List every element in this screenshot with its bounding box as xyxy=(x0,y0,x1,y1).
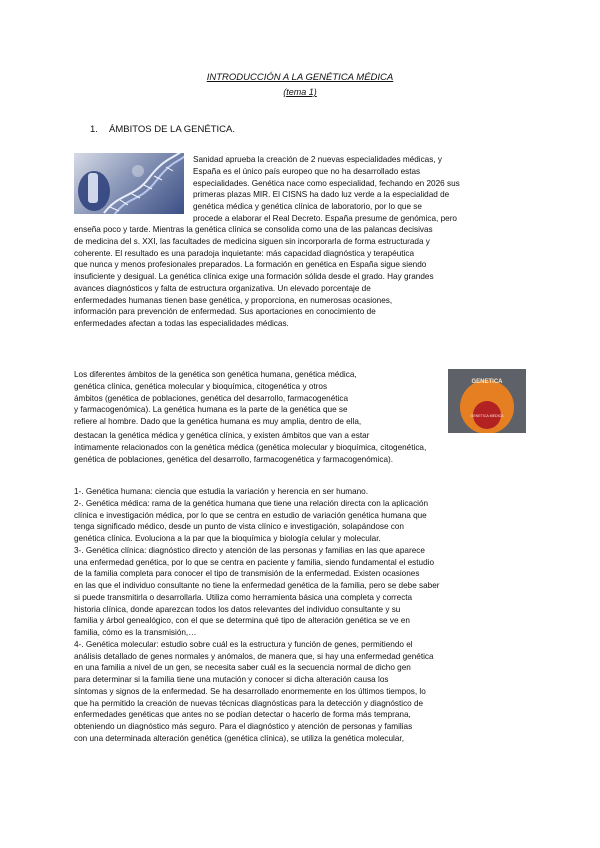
text-line: de medicina del s. XXI, las facultades de medicina siguen sin incorporarla de forma estructurada y xyxy=(74,236,430,246)
list-item-line: genética clínica. Evoluciona a la par que la bioquímica y biología celular y molecular. xyxy=(74,534,381,543)
text-line: especialidades. Genética nace como especialidad, fechando en 2026 sus xyxy=(193,178,460,188)
text-line: ámbitos (genética de poblaciones, genética del desarrollo, farmacogenética xyxy=(74,393,348,403)
text-line: que nunca y menos profesionales preparados. La formación en genética en España sigue siendo xyxy=(74,260,427,270)
list-item-line: análisis detallado de genes normales y anómalos, de manera que, si hay una enfermedad genética xyxy=(74,651,434,661)
document-subtitle: (tema 1) xyxy=(283,87,317,97)
list-item-line: en una familia a nivel de un gen, se necesita saber cuál es la secuencia normal de dicho gen xyxy=(74,663,411,673)
figure-label-bottom: GENETICA MEDICA xyxy=(470,414,504,418)
list-item-line: 4-. Genética molecular: estudio sobre cuál es la estructura y función de genes, permitiendo el xyxy=(74,639,413,649)
lab-dna-photo xyxy=(74,153,184,214)
dna-helix-icon xyxy=(74,153,184,214)
list-item-line: clínica e investigación médica, por lo que se centra en estudio de variación genética humana que xyxy=(74,510,427,520)
scopes-list xyxy=(74,486,526,745)
list-item-line: 1-. Genética humana: ciencia que estudia la variación y herencia en ser humano. xyxy=(74,487,369,496)
nested-circles-diagram xyxy=(448,369,526,433)
list-item-line: familia y árbol genealógico, con el que se determina qué tipo de alteración genética se ve en xyxy=(74,616,410,626)
list-item-line: historia clínica, donde aparezcan todos los datos relevantes del individuo consultante y su xyxy=(74,604,401,614)
list-item-line: con una determinada alteración genética (genética clínica), se utiliza la genética molecular, xyxy=(74,733,404,743)
list-item-line: síntomas y signos de la enfermedad. Se ha desarrollado enormemente en los últimos tiempos, lo xyxy=(74,686,426,696)
list-item-line: que ha permitido la creación de nuevas técnicas diagnósticas para la detección y diagnóstico de xyxy=(74,698,424,708)
text-line: refiere al hombre. Dado que la genética humana es muy amplia, dentro de ella, xyxy=(74,417,362,426)
text-line: genética médica y genética clínica de laboratorio, por lo que se xyxy=(193,202,422,211)
text-line: primeras plazas MIR. El CISNS ha dado luz verde a la especialidad de xyxy=(193,190,450,200)
list-item-line: familia, cómo es la transmisión,… xyxy=(74,628,197,637)
list-item-line: en las que el individuo consultante no tiene la enfermedad genética de la familia, pero se debe saber xyxy=(74,581,440,590)
list-item-line: 3-. Genética clínica: diagnóstico directo y atención de las personas y familias en las que aparece xyxy=(74,545,425,555)
text-line: enfermedades humanas tienen base genética, y proporciona, en numerosas ocasiones, xyxy=(74,295,393,305)
text-line: procede a elaborar el Real Decreto. España presume de genómica, pero xyxy=(193,213,457,223)
section-number: 1. xyxy=(90,124,98,135)
list-item-line: enfermedades genéticas que antes no se podían detectar o hacerlo de forma más temprana, xyxy=(74,710,411,720)
document-title: INTRODUCCIÓN A LA GENÉTICA MÉDICA xyxy=(206,72,394,83)
text-line: España es el único país europeo que no ha desarrollado estas xyxy=(193,166,421,176)
list-item-line: para determinar si la familia tiene una mutación y conocer si dicha alteración causa los xyxy=(74,675,389,684)
figure-label-top: GENETICA xyxy=(471,379,503,385)
list-item-line: una enfermedad genética, por lo que se centra en paciente y familia, siendo fundamental el estudio xyxy=(74,557,435,567)
text-line: coherente. El resultado es una paradoja inquietante: más capacidad diagnóstica y terapéutica xyxy=(74,248,415,258)
text-line: Sanidad aprueba la creación de 2 nuevas especialidades médicas, y xyxy=(193,155,442,164)
list-item-line: si puede transmitirla o desarrollarla. Utiliza como herramienta básica una completa y correcta xyxy=(74,592,413,602)
section-title: ÁMBITOS DE LA GENÉTICA. xyxy=(109,124,235,135)
scopes-paragraph-full xyxy=(74,430,526,465)
text-line: avances diagnósticos y falta de estructura organizativa. Un elevado porcentaje de xyxy=(74,283,371,293)
intro-paragraph-wrapped xyxy=(193,154,526,225)
list-item-line: tenga significado médico, desde un punto de vista clínico e investigación, solapándose con xyxy=(74,522,404,532)
scopes-paragraph-wrapped xyxy=(74,369,440,428)
text-line: Los diferentes ámbitos de la genética son genética humana, genética médica, xyxy=(74,370,357,379)
list-item-line: obteniendo un diagnóstico más seguro. Para el diagnóstico y atención de personas y familias xyxy=(74,722,413,731)
list-item-line: de la familia completa para conocer el tipo de transmisión de la enfermedad. Existen ocasiones xyxy=(74,569,420,579)
genetics-circles-icon xyxy=(448,369,526,433)
text-line: insuficiente y desigual. La genética clínica exige una formación sólida desde el grado. Hay grandes xyxy=(74,272,434,281)
text-line: íntimamente relacionados con la genética médica (genética molecular y bioquímica, citogenética, xyxy=(74,442,427,452)
text-line: genética clínica, genética molecular y bioquímica, citogenética y otros xyxy=(74,381,328,391)
text-line: información para prevención de enfermedad. Sus aportaciones en conocimiento de xyxy=(74,307,376,317)
intro-paragraph-full xyxy=(74,224,526,330)
text-line: genética de poblaciones, genética del desarrollo, farmacogenética y farmacogenómica). xyxy=(74,454,394,464)
text-line: y farmacogenómica). La genética humana es la parte de la genética que se xyxy=(74,405,348,415)
text-line: enseña poco y tarde. Mientras la genética clínica se consolida como una de las palancas decisivas xyxy=(74,225,433,234)
list-item-line: 2-. Genética médica: rama de la genética humana que tiene una relación directa con la aplicación xyxy=(74,498,429,508)
text-line: enfermedades afectan a todas las especialidades médicas. xyxy=(74,319,289,328)
section-heading xyxy=(90,124,235,136)
text-line: destacan la genética médica y genética clínica, y existen ámbitos que van a estar xyxy=(74,431,370,440)
